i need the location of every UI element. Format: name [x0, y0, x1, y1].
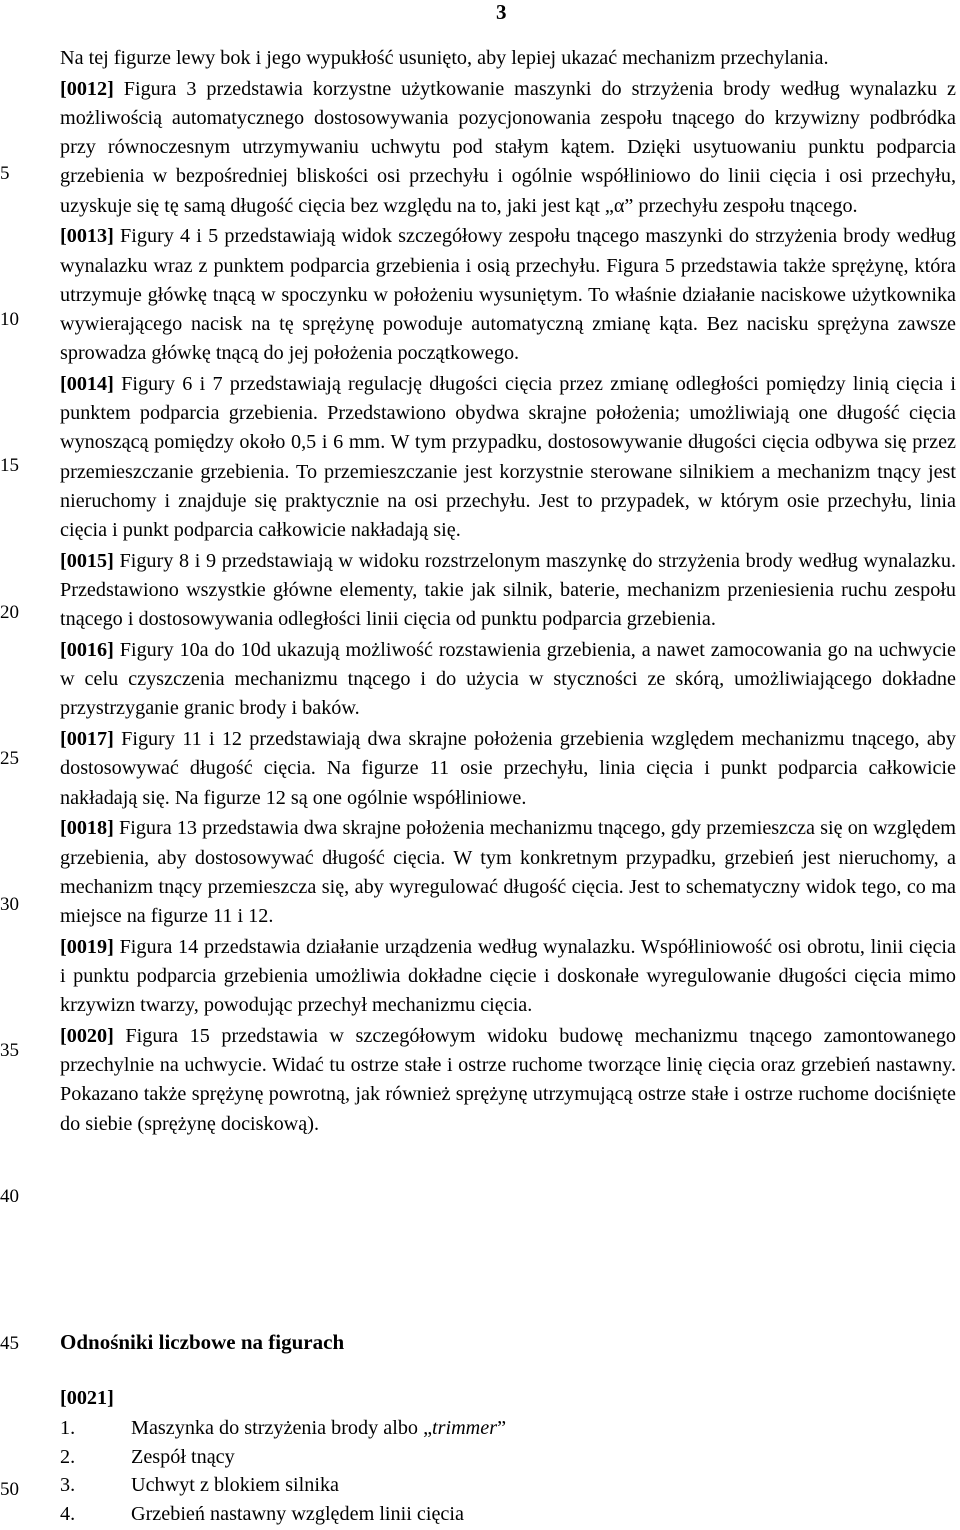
reference-item [60, 1414, 940, 1443]
paragraph-id: [0019] [60, 935, 114, 958]
reference-item [60, 1471, 940, 1500]
paragraph-0017 [60, 725, 956, 813]
line-number: 45 [0, 1333, 19, 1354]
reference-text: Maszynka do strzyżenia brody albo „ [131, 1417, 433, 1439]
reference-list [60, 1414, 940, 1528]
paragraph-0016 [60, 636, 956, 724]
reference-number: 1. [60, 1417, 76, 1439]
line-number: 5 [0, 163, 10, 184]
line-number: 20 [0, 602, 19, 623]
line-number: 30 [0, 894, 19, 915]
paragraph-id: [0013] [60, 225, 114, 248]
paragraph-0018 [60, 814, 956, 931]
paragraph-text: Figury 4 i 5 przedstawiają widok szczegółowy zespołu tnącego maszynki do strzyżenia brody według wynalazku wraz z punktem podparcia grzebienia i osią przechyłu. Figura 5 przedstawia także sprężynę, która utrzymuje główkę tnącą w spoczynku w położeniu wysuniętym. To właśnie działanie naciskowe użytkownika wywierającego nacisk na tę sprężynę powoduje automatyczną zmianę kąta. Bez nacisku sprężyna zawsze sprowadza główkę tnącą do jej położenia początkowego. [60, 225, 957, 365]
paragraph-id: [0020] [60, 1025, 114, 1048]
paragraph-text: Figury 6 i 7 przedstawiają regulację długości cięcia przez zmianę odległości pomiędzy linią cięcia i punktem podparcia grzebienia. Przedstawiono obydwa skrajne położenia; umożliwiają one długość cięcia wynoszącą pomiędzy około 0,5 i 6 mm. W tym przypadku, dostosowywanie długości cięcia odbywa się przez przemieszczanie grzebienia. To przemieszczanie jest korzystnie sterowane silnikiem a mechanizm tnący jest nieruchomy i znajduje się praktycznie na osi przechyłu. Jest to przypadek, w którym osie przechyłu, linia cięcia i punkt podparcia całkowicie nakładają się. [60, 373, 956, 542]
reference-number: 2. [60, 1445, 76, 1468]
paragraph-0013 [60, 222, 956, 368]
paragraph-id: [0017] [60, 728, 114, 751]
paragraph-text: Figura 13 przedstawia dwa skrajne położenia mechanizmu tnącego, gdy przemieszcza się on względem grzebienia, aby dostosowywać długość cięcia. W tym konkretnym przypadku, grzebień jest nieruchomy, a mechanizm tnący przemieszcza się, aby wyregulować długość cięcia. Jest to schematyczny widok tego, co ma miejsce na figurze 11 i 12. [60, 817, 956, 928]
paragraph-0014 [60, 370, 956, 545]
paragraph-text: Figury 11 i 12 przedstawiają dwa skrajne położenia grzebienia względem mechanizmu tnącego, aby dostosowywać długość cięcia. Na figurze 11 osie przechyłu, linia cięcia i punkt podparcia całkowicie nakładają się. Na figurze 12 są one ogólnie współliniowe. [60, 728, 956, 809]
paragraph-0015 [60, 547, 956, 635]
reference-item [60, 1443, 940, 1472]
paragraph-text: Figura 15 przedstawia w szczegółowym widoku budowę mechanizmu tnącego zamontowanego przechylnie na uchwycie. Widać tu ostrze stałe i ostrze ruchome tworzące linię cięcia oraz grzebień nastawny. Pokazano także sprężynę powrotną, jak również sprężynę utrzymującą ostrze stałe i ostrze ruchome dociśnięte do siebie (sprężynę dociskową). [60, 1025, 957, 1135]
line-number: 35 [0, 1040, 19, 1061]
line-number: 15 [0, 455, 19, 476]
body-text [60, 44, 956, 1139]
paragraph-id: [0015] [60, 549, 114, 572]
line-number: 25 [0, 748, 19, 769]
reference-text-italic: trimmer [432, 1417, 498, 1439]
reference-number: 4. [60, 1502, 76, 1525]
line-number: 40 [0, 1186, 19, 1207]
line-number-column [0, 0, 40, 1530]
reference-text-suffix: ” [497, 1417, 507, 1439]
paragraph-id: [0018] [60, 817, 114, 840]
paragraph-0012 [60, 75, 956, 221]
paragraph-0019 [60, 933, 956, 1021]
paragraph-text: Figury 10a do 10d ukazują możliwość rozstawienia grzebienia, a nawet zamocowania go na uchwycie w celu czyszczenia mechanizmu tnącego i do użycia w styczności ze skórą, umożliwiającego dokładne przystrzyganie granic brody i baków. [60, 639, 956, 720]
reference-paragraph-id: [0021] [60, 1387, 114, 1409]
paragraph-text: Figura 14 przedstawia działanie urządzenia według wynalazku. Współliniowość osi obrotu, linii cięcia i punktu podparcia grzebienia umożliwia dokładne cięcie i doskonałe wyregulowanie długości cięcia mimo krzywizn twarzy, powodując przechył mechanizmu cięcia. [60, 935, 956, 1017]
reference-item [60, 1500, 940, 1529]
paragraph [60, 44, 956, 73]
paragraph-text: Figura 3 przedstawia korzystne użytkowanie maszynki do strzyżenia brody według wynalazku z możliwością automatycznego dostosowywania pozycjonowania zespołu tnącego do krzywizny podbródka przy równoczesnym utrzymywaniu uchwytu pod stałym kątem. Dzięki usytuowaniu punktu podparcia grzebienia w bezpośredniej bliskości osi przechyłu i ogólnie współliniowo do linii cięcia i osi przechyłu, uzyskuje się tę samą długość cięcia bez względu na to, jaki jest kąt „α” przechyłu zespołu tnącego. [60, 77, 956, 217]
paragraph-text: Na tej figurze lewy bok i jego wypukłość usunięto, aby lepiej ukazać mechanizm przechylania. [60, 47, 829, 69]
line-number: 10 [0, 309, 19, 330]
reference-text: Grzebień nastawny względem linii cięcia [131, 1502, 464, 1525]
line-number: 50 [0, 1479, 19, 1500]
reference-text: Uchwyt z blokiem silnika [131, 1474, 340, 1496]
paragraph-text: Figury 8 i 9 przedstawiają w widoku rozstrzelonym maszynkę do strzyżenia brody według wynalazku. Przedstawiono wszystkie główne elementy, takie jak silnik, baterie, mechanizm przeniesienia ruchu zespołu tnącego i dostosowywania odległości linii cięcia od punktu podparcia grzebienia. [60, 549, 956, 631]
reference-number: 3. [60, 1474, 76, 1496]
reference-text: Zespół tnący [131, 1445, 235, 1468]
section-heading: Odnośniki liczbowe na figurach [60, 1330, 345, 1354]
paragraph-id: [0014] [60, 373, 114, 396]
page-number: 3 [496, 0, 507, 24]
paragraph-id: [0012] [60, 77, 114, 100]
paragraph-id: [0016] [60, 639, 114, 662]
paragraph-0020 [60, 1022, 956, 1139]
